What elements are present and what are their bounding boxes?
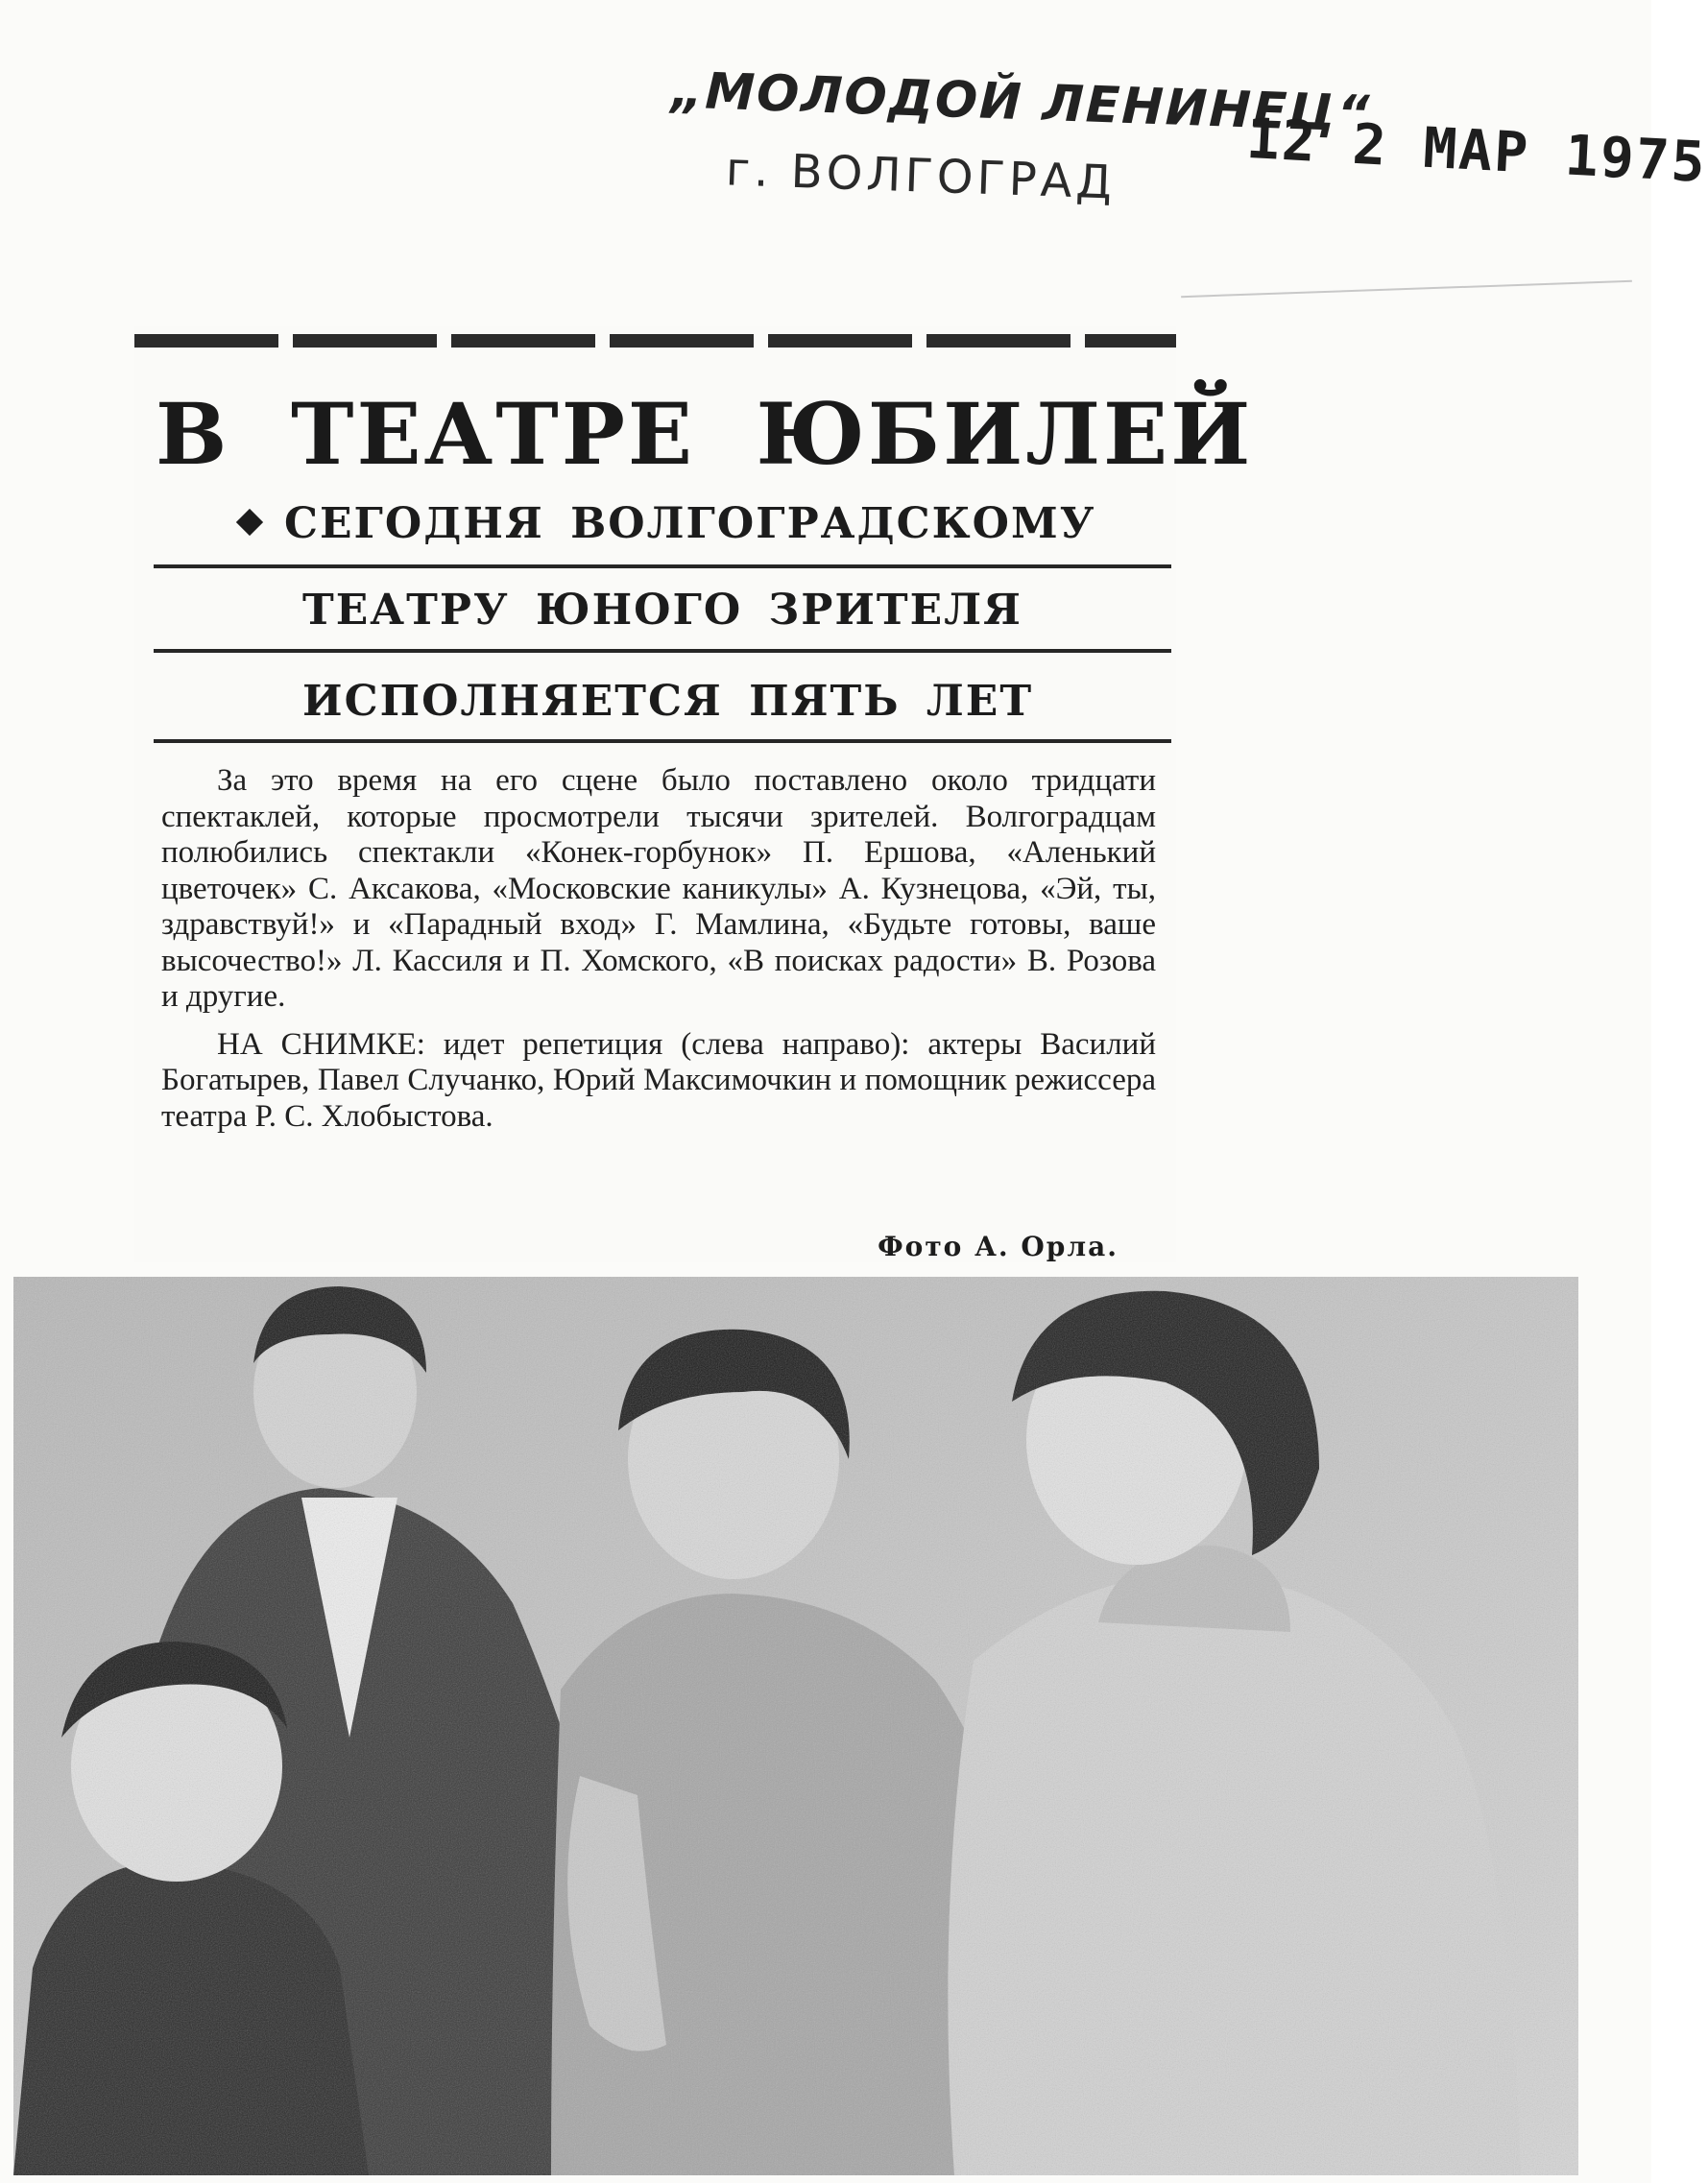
article-clipping	[134, 326, 1254, 1262]
diamond-bullet-icon	[236, 509, 263, 536]
subhead-divider	[154, 564, 1171, 568]
newspaper-stamp	[657, 61, 1373, 243]
photo-credit: Фото А. Орла.	[878, 1231, 1119, 1262]
subhead-line-1	[240, 499, 1095, 548]
stamp-city: г. ВОЛГОГРАД	[725, 142, 1118, 210]
rehearsal-photo	[13, 1277, 1578, 2175]
article-paragraph: За это время на его сцене было поставлено около тридцати спектаклей, которые просмотрели тысячи зрителей. Волгоградцам полюбились спектакли «Конек-горбунок» П. Ершова, «Аленький цветочек» С. Аксакова, «Московские каникулы» А. Кузнецова, «Эй, ты, здравствуй!» и «Парадный вход» Г. Мамлина, «Будьте готовы, ваше высочество!» Л. Кассиля и П. Хомского, «В поисках радости» В. Розова и другие.	[161, 763, 1156, 1014]
subhead-line-3: ИСПОЛНЯЕТСЯ ПЯТЬ ЛЕТ	[302, 677, 1034, 726]
stamp-newspaper-name: „МОЛОДОЙ ЛЕНИНЕЦ“	[669, 61, 1373, 144]
subhead-divider	[154, 739, 1171, 743]
clipping-edge-line	[1181, 280, 1632, 298]
subhead-line-2: ТЕАТРУ ЮНОГО ЗРИТЕЛЯ	[302, 586, 1022, 635]
top-dashed-rule	[134, 334, 1176, 348]
subhead-line-1-text: СЕГОДНЯ ВОЛГОГРАДСКОМУ	[284, 499, 1096, 548]
subhead-divider	[154, 649, 1171, 653]
stamp-date: 12 2 МАР 1975	[1244, 106, 1708, 196]
headline: В ТЕАТРЕ ЮБИЛЕЙ	[156, 384, 1254, 484]
rehearsal-photo-image	[13, 1277, 1578, 2175]
photo-caption: НА СНИМКЕ: идет репетиция (слева направо): актеры Василий Богатырев, Павел Случанко, Юрий Максимочкин и помощник режиссера театра Р. С. Хлобыстова.	[161, 1026, 1156, 1134]
article-body	[161, 763, 1156, 1135]
